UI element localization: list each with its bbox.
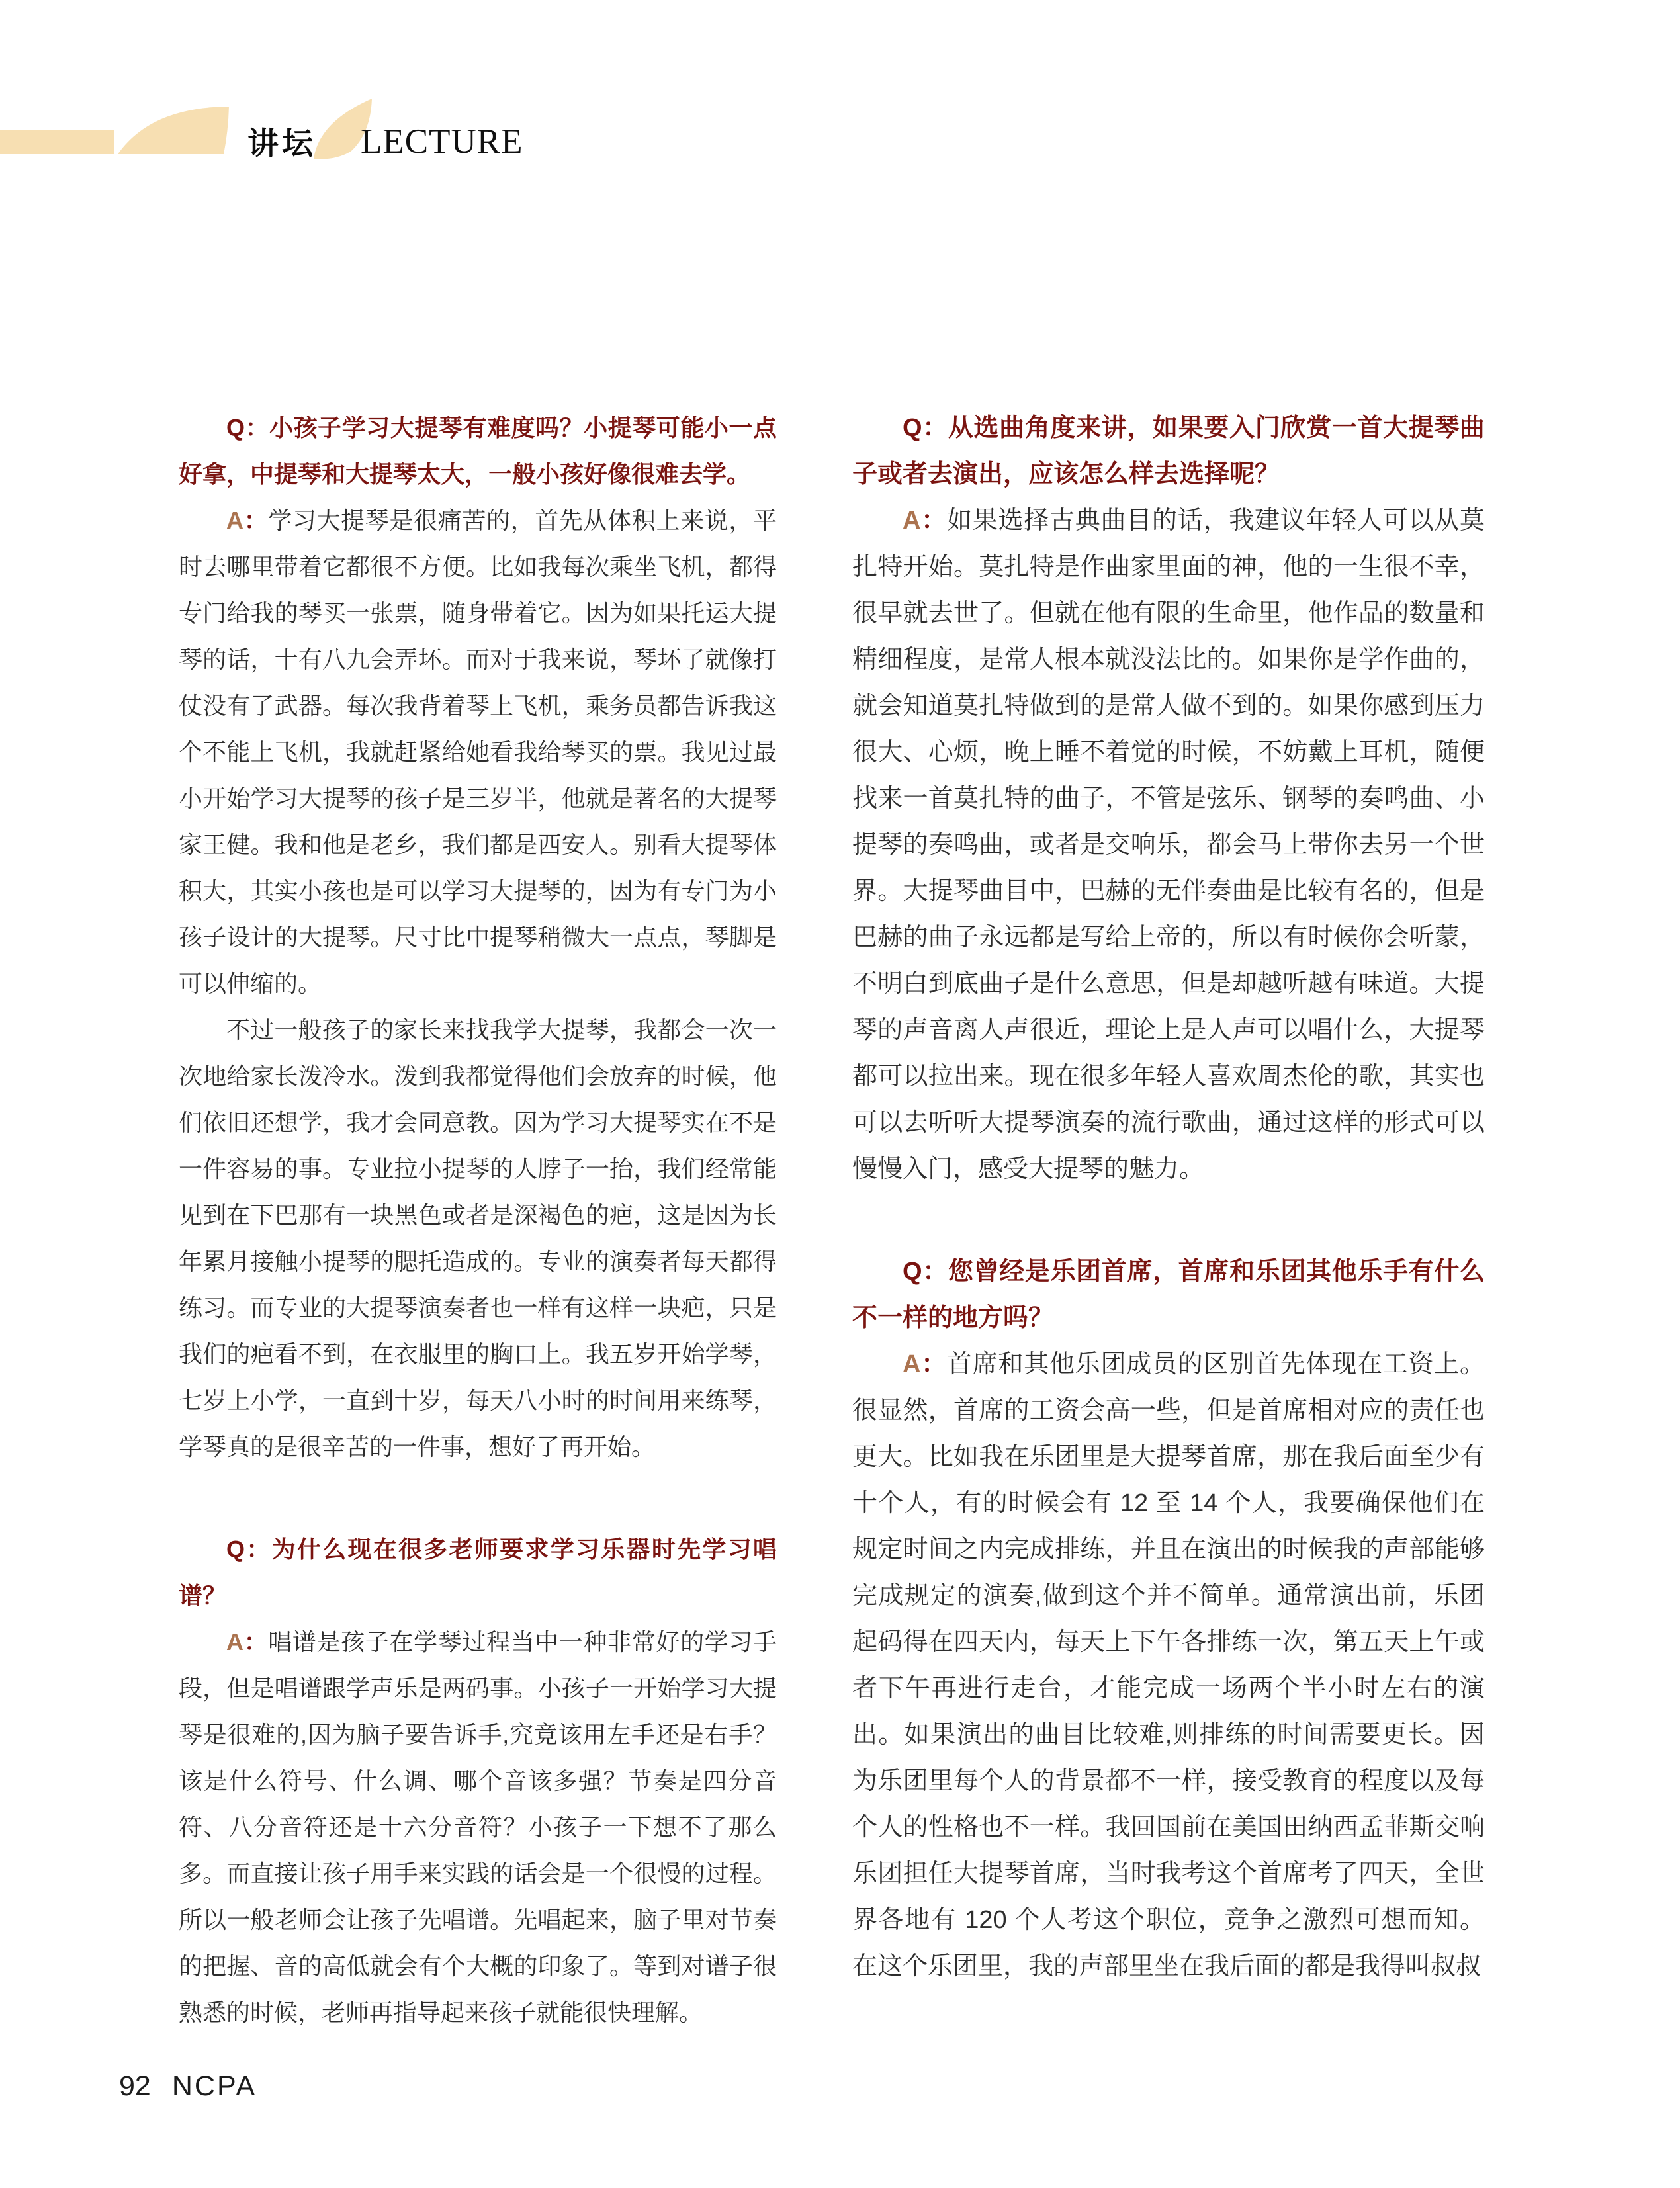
answer-label: A <box>226 507 243 534</box>
answer-2-right-paragraph-1 <box>852 1341 1485 1990</box>
answer-label: A <box>903 1350 921 1378</box>
question-text: 您曾经是乐团首席，首席和乐团其他乐手有什么不一样的地方吗？ <box>852 1258 1485 1332</box>
section-title-zh: 讲坛 <box>247 126 316 161</box>
left-column <box>179 405 777 2036</box>
answer-2-left-paragraph-1 <box>179 1619 777 2036</box>
answer-label-colon: ： <box>920 1350 947 1378</box>
question-text: 小孩子学习大提琴有难度吗？小提琴可能小一点好拿，中提琴和大提琴太大，一般小孩好像很难去学。 <box>179 414 777 488</box>
header-bar <box>0 130 114 154</box>
right-column <box>852 405 1485 1990</box>
answer-text: 如果选择古典曲目的话，我建议年轻人可以从莫扎特开始。莫扎特是作曲家里面的神，他的一生很不幸，很早就去世了。但就在他有限的生命里，他作品的数量和精细程度，是常人根本就没法比的。如果你是学作曲的，就会知道莫扎特做到的是常人做不到的。如果你感到压力很大、心烦，晚上睡不着觉的时候，不妨戴上耳机，随便找来一首莫扎特的曲子，不管是弦乐、钢琴的奏鸣曲、小提琴的奏鸣曲，或者是交响乐，都会马上带你去另一个世界。大提琴曲目中，巴赫的无伴奏曲是比较有名的，但是巴赫的曲子永远都是写给上帝的，所以有时候你会听蒙，不明白到底曲子是什么意思，但是却越听越有味道。大提琴的声音离人声很近，理论上是人声可以唱什么，大提琴都可以拉出来。现在很多年轻人喜欢周杰伦的歌，其实也可以去听听大提琴演奏的流行歌曲，通过这样的形式可以慢慢入门，感受大提琴的魅力。 <box>852 507 1485 1183</box>
question-2-right <box>852 1248 1485 1341</box>
question-text: 从选曲角度来讲，如果要入门欣赏一首大提琴曲子或者去演出，应该怎么样去选择呢？ <box>852 414 1485 488</box>
question-label: Q： <box>903 414 948 442</box>
answer-1-left-paragraph-1 <box>179 498 777 1007</box>
page-footer <box>119 2070 257 2104</box>
question-label: Q： <box>226 1536 272 1563</box>
question-1-right <box>852 405 1485 498</box>
answer-label-colon: ： <box>243 1628 269 1655</box>
answer-label: A <box>226 1628 243 1655</box>
question-text: 为什么现在很多老师要求学习乐器时先学习唱谱？ <box>179 1536 777 1609</box>
question-1-left <box>179 405 777 498</box>
answer-text: 首席和其他乐团成员的区别首先体现在工资上。很显然，首席的工资会高一些，但是首席相对应的责任也更大。比如我在乐团里是大提琴首席，那在我后面至少有十个人，有的时候会有 12 至 14 个人，我要确保他们在规定时间之内完成排练，并且在演出的时候我的声部能够完成规定的演奏,做到这个并不简单。通常演出前，乐团起码得在四天内，每天上下午各排练一次，第五天上午或者下午再进行走台，才能完成一场两个半小时左右的演出。如果演出的曲目比较难,则排练的时间需要更长。因为乐团里每个人的背景都不一样，接受教育的程度以及每个人的性格也不一样。我回国前在美国田纳西孟菲斯交响乐团担任大提琴首席，当时我考这个首席考了四天，全世界各地有 120 个人考这个职位，竞争之激烈可想而知。在这个乐团里，我的声部里坐在我后面的都是我得叫叔叔 <box>852 1350 1485 1980</box>
header-leaf-large <box>118 107 229 154</box>
page-number: 92 <box>119 2070 151 2102</box>
answer-label: A <box>903 507 921 535</box>
question-2-left <box>179 1526 777 1619</box>
question-label: Q： <box>226 414 270 441</box>
question-label: Q： <box>903 1258 948 1286</box>
section-title-en: LECTURE <box>361 122 523 161</box>
answer-label-colon: ： <box>920 507 947 535</box>
answer-text: 唱谱是孩子在学琴过程当中一种非常好的学习手段，但是唱谱跟学声乐是两码事。小孩子一开始学习大提琴是很难的,因为脑子要告诉手,究竟该用左手还是右手？该是什么符号、什么调、哪个音该多强？节奏是四分音符、八分音符还是十六分音符？小孩子一下想不了那么多。而直接让孩子用手来实践的话会是一个很慢的过程。所以一般老师会让孩子先唱谱。先唱起来，脑子里对节奏的把握、音的高低就会有个大概的印象了。等到对谱子很熟悉的时候，老师再指导起来孩子就能很快理解。 <box>179 1628 777 2026</box>
magazine-brand: NCPA <box>171 2070 257 2102</box>
answer-text: 学习大提琴是很痛苦的，首先从体积上来说，平时去哪里带着它都很不方便。比如我每次乘坐飞机，都得专门给我的琴买一张票，随身带着它。因为如果托运大提琴的话，十有八九会弄坏。而对于我来说，琴坏了就像打仗没有了武器。每次我背着琴上飞机，乘务员都告诉我这个不能上飞机，我就赶紧给她看我给琴买的票。我见过最小开始学习大提琴的孩子是三岁半，他就是著名的大提琴家王健。我和他是老乡，我们都是西安人。别看大提琴体积大，其实小孩也是可以学习大提琴的，因为有专门为小孩子设计的大提琴。尺寸比中提琴稍微大一点点，琴脚是可以伸缩的。 <box>179 507 777 997</box>
answer-label-colon: ： <box>243 507 269 534</box>
answer-1-right-paragraph-1 <box>852 498 1485 1192</box>
answer-1-left-paragraph-2: 不过一般孩子的家长来找我学大提琴，我都会一次一次地给家长泼冷水。泼到我都觉得他们会放弃的时候，他们依旧还想学，我才会同意教。因为学习大提琴实在不是一件容易的事。专业拉小提琴的人脖子一抬，我们经常能见到在下巴那有一块黑色或者是深褐色的疤，这是因为长年累月接触小提琴的腮托造成的。专业的演奏者每天都得练习。而专业的大提琴演奏者也一样有这样一块疤，只是我们的疤看不到，在衣服里的胸口上。我五岁开始学琴，七岁上小学，一直到十岁，每天八小时的时间用来练琴，学琴真的是很辛苦的一件事，想好了再开始。 <box>179 1016 777 1460</box>
